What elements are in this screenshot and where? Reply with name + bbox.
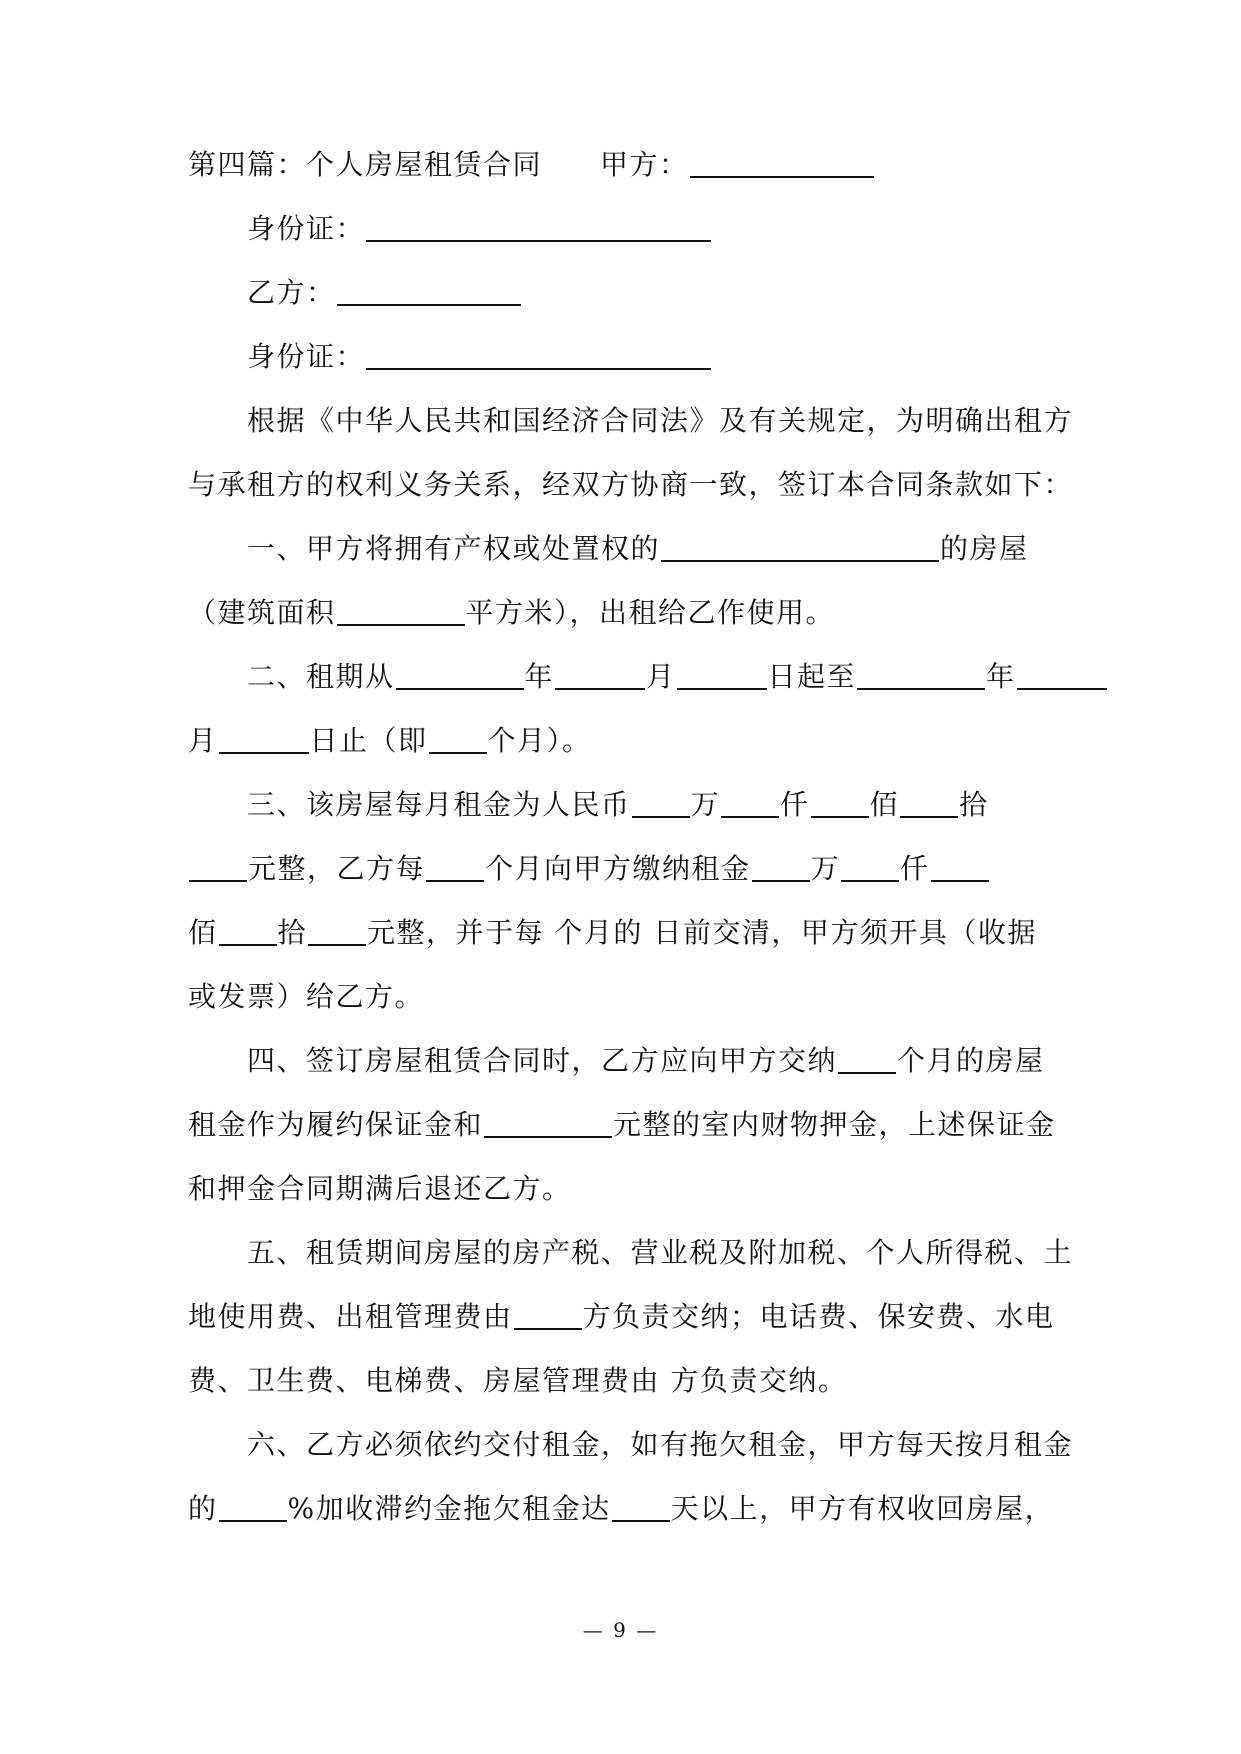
id-label: 身份证： [247,340,366,373]
overdue-days-blank [612,1492,670,1522]
clause-3-line-2 [188,849,990,889]
end-month-blank [1017,660,1107,690]
text: 仟 [780,788,810,821]
party-a-id-line [247,209,712,249]
pay-interval-blank [426,852,484,882]
property-address-blank [661,532,939,562]
party-b-label: 乙方： [247,276,336,309]
text: 个月向甲方缴纳租金 [485,852,751,885]
clause-3-line-1 [247,785,989,825]
text: 年 [524,660,555,693]
text: 日起至 [767,660,857,693]
clause-3-line-4: 或发票）给乙方。 [188,980,425,1013]
text: 平方米），出租给乙作使用。 [465,596,836,629]
party-a-blank [690,148,874,178]
pay-bai-amount-blank [219,916,277,946]
intro-line-2: 与承租方的权利义务关系，经双方协商一致，签订本合同条款如下： [188,468,1074,501]
text: 一、甲方将拥有产权或处置权的 [247,532,661,565]
text: 个月的房屋 [897,1044,1045,1077]
text: 元整的室内财物押金，上述保证金 [613,1108,1056,1141]
text: %加收滞约金拖欠租金达 [287,1492,611,1525]
party-a-id-blank [366,212,711,242]
clause-2-line-2 [188,721,592,761]
text: 万 [690,788,721,821]
clause-5-line-1: 五、租赁期间房屋的房产税、营业税及附加税、个人所得税、土 [247,1236,1074,1269]
end-year-blank [857,660,985,690]
tax-party-blank [514,1300,582,1330]
text: 月 [646,660,676,693]
rent-bai-blank [811,788,869,818]
text: 佰 [869,788,900,821]
clause-3-line-3 [188,913,1037,953]
text: （建筑面积 [188,596,336,629]
late-fee-percent-blank [219,1492,287,1522]
text: 月 [188,724,218,757]
page-number: — 9 — [582,1618,659,1642]
text: 的房屋 [940,532,1029,565]
document-title: 第四篇：个人房屋租赁合同 [188,148,543,181]
term-months-blank [429,724,487,754]
clause-5-line-3: 费、卫生费、电梯费、房屋管理费由 方负责交纳。 [188,1364,848,1397]
text: 方负责交纳；电话费、保安费、水电 [582,1300,1055,1333]
party-b-id-line [247,337,712,377]
text: 的 [188,1492,218,1525]
rent-yuan-blank [189,852,247,882]
text: 年 [986,660,1016,693]
pay-wan-blank [752,852,810,882]
id-label: 身份证： [247,212,366,245]
text: 天以上，甲方有权收回房屋， [670,1492,1055,1525]
property-deposit-blank [484,1108,612,1138]
text: 万 [810,852,841,885]
rent-wan-blank [632,788,690,818]
clause-1-line-1 [247,529,1029,569]
text: 四、签订房屋租赁合同时，乙方应向甲方交纳 [247,1044,838,1077]
clause-2-line-1 [247,657,1108,697]
text: 租金作为履约保证金和 [188,1108,484,1141]
start-day-blank [677,660,767,690]
party-b-line [247,273,522,313]
party-b-id-blank [366,340,711,370]
text: 元整，并于每 个月的 日前交清，甲方须开具（收据 [367,916,1037,949]
text: 佰 [188,916,218,949]
pay-shi-blank [308,916,366,946]
text: 地使用费、出租管理费由 [188,1300,513,1333]
rent-qian-blank [721,788,779,818]
rent-shi-blank [900,788,958,818]
pay-bai-blank [931,852,989,882]
party-a-label: 甲方： [600,148,689,181]
clause-4-line-1 [247,1041,1045,1081]
start-year-blank [396,660,524,690]
text: 三、该房屋每月租金为人民币 [247,788,631,821]
text: 个月）。 [487,724,592,757]
intro-line-1: 根据《中华人民共和国经济合同法》及有关规定，为明确出租方 [247,404,1074,437]
clause-4-line-3: 和押金合同期满后退还乙方。 [188,1172,572,1205]
title-line [188,145,875,185]
deposit-months-blank [838,1044,896,1074]
pay-qian-blank [841,852,899,882]
text: 拾 [277,916,308,949]
clause-5-line-2 [188,1297,1055,1337]
clause-4-line-2 [188,1105,1056,1145]
end-day-blank [219,724,309,754]
area-blank [337,596,465,626]
text: 日止（即 [309,724,428,757]
start-month-blank [555,660,645,690]
clause-6-line-1: 六、乙方必须依约交付租金，如有拖欠租金，甲方每天按月租金 [247,1428,1074,1461]
clause-6-line-2 [188,1489,1054,1529]
text: 拾 [959,788,989,821]
party-b-blank [337,276,521,306]
text: 仟 [900,852,930,885]
text: 元整，乙方每 [248,852,426,885]
clause-1-line-2 [188,593,835,633]
text: 二、租期从 [247,660,395,693]
